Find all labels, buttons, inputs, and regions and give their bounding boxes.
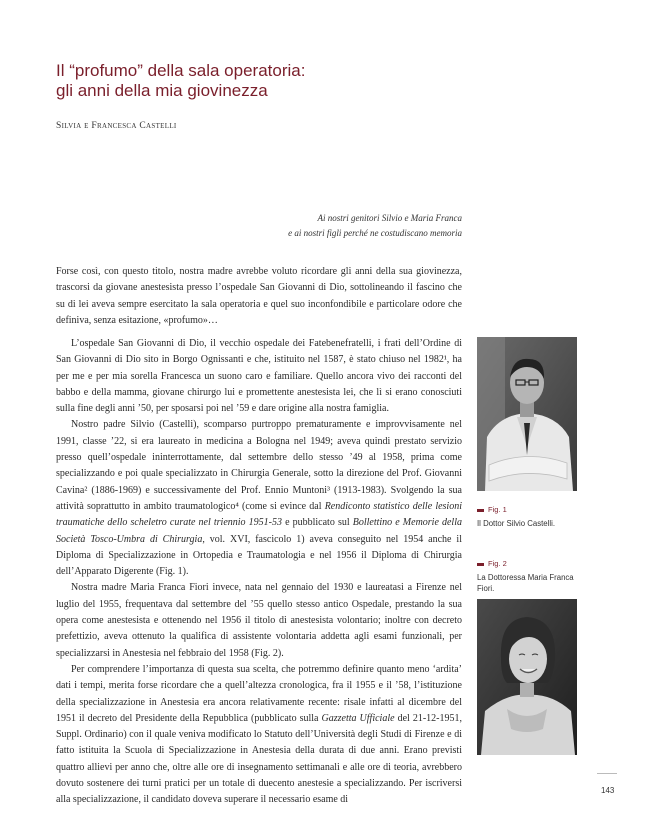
- dedication: [162, 211, 462, 240]
- body-p2-italic-title-1: Rendiconto statistico delle lesioni traumatiche dello scheletro curate nel triennio 1951-53: [56, 500, 462, 529]
- fig-2-label: Fig. 2: [477, 559, 577, 569]
- page-number: 143: [601, 786, 615, 795]
- fig-1-label: Fig. 1: [477, 505, 577, 515]
- dedication-line-1: Ai nostri genitori Silvio e Maria Franca: [317, 213, 462, 223]
- portrait-woman-image: [477, 599, 577, 755]
- fig-2-photo: [477, 599, 577, 755]
- body-paragraph-2: [56, 417, 462, 580]
- body-p2-text-b: e pubblicato sul: [281, 517, 353, 529]
- portrait-man-image: [477, 337, 577, 491]
- fig-2-caption: [477, 559, 577, 594]
- body-paragraph-4: [56, 662, 462, 809]
- body-p4-text-b: del 21-12-1951, Suppl. Ordinario) con il quale veniva modificato lo Statuto dell’Università degli Studi di Firenze e di fatto istituita la Scuola di Specializzazione in Anestesia della durata di due anni. Erano previsti quattro allievi per anno che, oltre alle ore di insegnamento settimanali e alle ore di teoria, avrebbero dovuto sostenere dei turni pratici per un totale di duecento anestesie a specializzando. Per iscriversi alla specializzazione, il candidato doveva superare il necessario esame di: [56, 712, 462, 806]
- body-p2-text-c: , vol. XVI, fascicolo 1) aveva conseguito nel 1954 anche il Diploma di Specializzazione in Ortopedia e Traumatologia e nel 1956 il Diploma di Chirurgia dell’Apparato Digerente (Fig. 1).: [56, 533, 462, 578]
- body-text: [56, 336, 462, 809]
- article-title-line-1: Il “profumo” della sala operatoria:: [56, 61, 306, 80]
- body-paragraph-1: L’ospedale San Giovanni di Dio, il vecchio ospedale dei Fatebenefratelli, i frati dell’Ordine di San Giovanni di Dio sito in Borgo Ognissanti e che, istituito nel 1587, è stato chiuso nel 1982¹, ha per me e per mia sorella Francesca un suono caro e familiare. Quello ancora vivo dei racconti del babbo e della mamma, giovane chirurgo lui e promettente anestesista lei, che lì si erano conosciuti sulla fine degli anni ’50, per sposarsi poi nel ’59 e dare origine alla nostra famiglia.: [56, 338, 462, 415]
- fig-2-caption-text: La Dottoressa Maria Franca Fiori.: [477, 573, 574, 593]
- dedication-line-2: e ai nostri figli perché ne costudiscano memoria: [288, 227, 462, 238]
- article-authors: Silvia e Francesca Castelli: [56, 121, 177, 131]
- body-p4-text-a: Per comprendere l’importanza di questa sua scelta, che potremmo definire quanto meno ‘ardita’ dati i tempi, merita forse ricordare che a quell’altezza cronologica, fra il 1955 e il ’58, l’istituzione della specializzazione in Anestesia era ancora relativamente recente: risale infatti al dicembre del 1951 il decreto del Presidente della Repubblica (pubblicato sulla: [56, 663, 462, 724]
- body-p2-italic-title-2: Bollettino e Memorie della Società Tosco-Umbra di Chirurgia: [56, 517, 462, 545]
- body-p4-italic: Gazzetta Ufficiale: [321, 712, 395, 724]
- body-paragraph-3: Nostra madre Maria Franca Fiori invece, nata nel gennaio del 1930 e laureatasi a Firenze nel luglio del 1955, frequentava dal settembre del ’55 quello stesso antico Ospedale, prestando la sua opera come anestesista e ottenendo nel 1956 il titolo di anestesista volontario; inoltre con decreto prefettizio, aveva ottenuto la qualifica di assistente volontaria addetta agli esami funzionali, per specializzarsi in Anestesia nel febbraio del 1958 (Fig. 2).: [56, 582, 462, 659]
- intro-paragraph: Forse così, con questo titolo, nostra madre avrebbe voluto ricordare gli anni della sua giovinezza, trascorsi da giovane anestesista presso l’ospedale San Giovanni di Dio, sottolineando il fascino che su di lei aveva sempre esercitato la sala operatoria e quel suo inconfondibile e particolare odore che definiva, senza esitazione, «profumo»…: [56, 266, 462, 327]
- article-title: [56, 61, 476, 101]
- page-number-rule: [597, 773, 617, 774]
- fig-1-caption: [477, 505, 577, 529]
- fig-1-caption-text: Il Dottor Silvio Castelli.: [477, 519, 555, 528]
- fig-1-photo: [477, 337, 577, 491]
- article-title-line-2: gli anni della mia giovinezza: [56, 81, 268, 100]
- body-p2-text-a: Nostro padre Silvio (Castelli), scomparso purtroppo prematuramente e improvvisamente nel 1991, classe ’22, si era laureato in medicina a Bologna nel 1949; aveva quindi prestato servizio presso quell’ospedale ininterrottamente, dal settembre dello stesso ’49 al 1958, prima come specializzando e poi quale specializzato in Chirurgia Generale, sotto la direzione del Prof. Giovanni Cavina² (1886-1969) e successivamente del Prof. Ennio Muntoni³ (1913-1983). Svolgendo la sua attività soprattutto in ambito traumatologico⁴ (come si evince dal: [56, 419, 462, 512]
